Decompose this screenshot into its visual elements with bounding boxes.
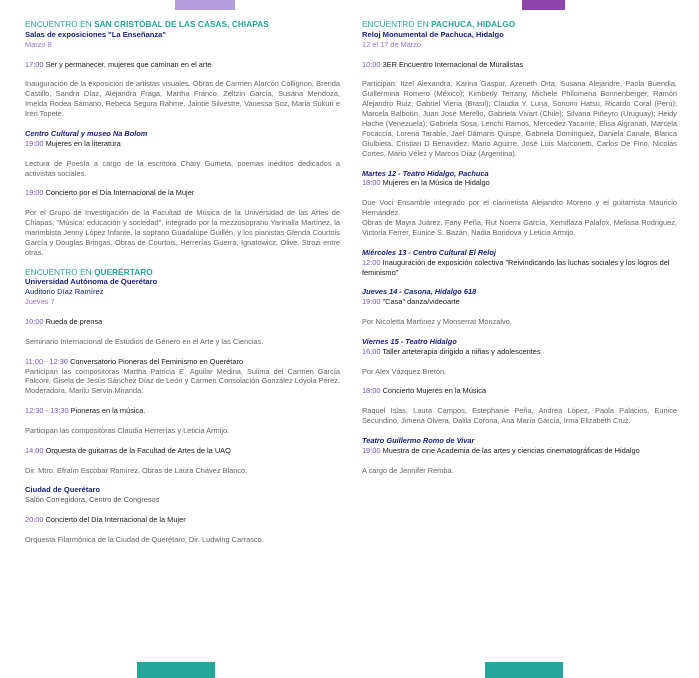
event-description: Por Nicoletta Martínez y Monserrat Monzalvo. xyxy=(362,317,512,327)
venue-subtitle: Miércoles 13 - Centro Cultural El Reloj xyxy=(362,247,496,257)
right-column xyxy=(362,20,677,475)
venue-subtitle: Viernes 15 - Teatro Hidalgo xyxy=(362,336,457,346)
venue-subtitle: Teatro Guillermo Romo de Vivar xyxy=(362,435,475,445)
event-title: 19:00 Muestra de cine Academia de las artes y ciencias cinematográficas de Hidalgo xyxy=(362,445,640,455)
event-title: 17:00 Ser y permanecer, mujeres que caminan en el arte xyxy=(25,59,212,69)
encuentro-heading-queretaro: ENCUENTRO EN QUERÉRTARO xyxy=(25,267,153,277)
event-description: Inauguración de la exposición de artistas visuales. Obras de Carmen Alarcón Collignon, Brenda Castillo, Sandra Díaz, Alejandra Fraga, Martha Franco, Zeltzin García, Susana Mendoza, Imelda Rodea Sámano, Rebeca Segura Rahme, Jaintie Silvestre, Vanessa Soz, Maria Sukuri e Ireri Topete. xyxy=(25,79,340,119)
event-description: Por el Grupo de Investigación de la Facultad de Música de la Universidad de las Artes de Chiapas, "Música: educación y sociedad", integrado por la mezzosoprano Yarinalla Martínez, la marimbista Jenny López Infante, la soprano Guadalupe Guillén, y los pianistas Glenda Courtois García y Douglas Bringas. Obras de Courtois, Herrerías Guerra, Ignatowicz, Olive, Strozi entre otras. xyxy=(25,208,340,257)
event-description: Seminario Internacional de Estudios de Género en el Arte y las Ciencias. xyxy=(25,336,264,346)
left-column xyxy=(25,20,340,545)
venue-subtitle: Jueves 14 - Casona, Hidalgo 618 xyxy=(362,287,477,297)
event-description: Dir. Mtro. Efraím Escobar Ramírez. Obras de Laura Chávez Blanco. xyxy=(25,465,248,475)
event-description: Participan las compositoras Martha Patricia E. Aguilar Medina, Sulima del Carmen García Falconi, Gisela de Jesús Sánchez Díaz de León y Carmen Consolación González Loyola Pérez. Moderadora, Marilu Servín Miranda. xyxy=(25,366,340,396)
event-title: 19:00 Mujeres en la literatura xyxy=(25,138,121,148)
event-description: Lectura de Poesía a cargo de la escritora Chary Gumeta, poemas inéditos dedicados a activistas sociales. xyxy=(25,158,340,178)
event-description: Due Voci Ensamble integrado por el clarinetista Alejandro Moreno y el guitarrista Mauricio Hernández. xyxy=(362,198,677,218)
event-date: Marzo 8 xyxy=(25,39,52,49)
venue-subtitle: Auditorio Díaz Ramírez xyxy=(25,287,104,297)
event-description: Raquel Islas, Laura Campos, Estephanie Peña, Andrea López, Paola Palacios, Eunice Secundino, Jimena Olvera, Dalila Corona, Ana María García, Irma Elizabeth Cruz. xyxy=(362,406,677,426)
venue-subtitle: Salón Corregidora, Centro de Congresos xyxy=(25,495,160,505)
venue-title: Universidad Autónoma de Querétaro xyxy=(25,277,158,287)
event-title: 16:00 Taller arteterapia dirigido a niñas y adolescentes xyxy=(362,346,541,356)
event-date: Jueves 7 xyxy=(25,297,55,307)
event-title: 12:00 Inauguración de exposición colectiva "Reivindicando las luchas sociales y los logros del feminismo" xyxy=(362,257,670,277)
event-title: 19:00 Concierto por el Día Internacional de la Mujer xyxy=(25,188,195,198)
event-title: 10:00 Rueda de prensa xyxy=(25,317,103,327)
event-title: 11:00 - 12:30 Conversatorio Pioneras del Feminismo en Querétaro xyxy=(25,356,244,366)
venue-subtitle: Centro Cultural y museo Na Bolom xyxy=(25,128,148,138)
event-description: Por Alex Vázquez Bretón. xyxy=(362,366,447,376)
venue-subtitle: Martes 12 - Teatro Hidalgo, Pachuca xyxy=(362,168,489,178)
venue-title: Reloj Monumental de Pachuca, Hidalgo xyxy=(362,29,504,39)
event-description: Participan: Itzel Alexandra, Karina Gaspar, Azeneth Orta, Susana Alejandre, Paola Buendia, Guillermina Romero (México); Kimberly Terrany, Michele Philomena Bonnenberger, Ramón Alejandro Ruiz, Gabriel Vieria (Brasil); Claudia Y. Luna, Sonomi Hatsu, Ricardo Coral (Perú); Marcela Balbotín, Juan José Merello, Gabriela Vivart (Chile); Silvana Piñeyro (Uruguay); Heidy Hache (Venezuela); Gabriela Sosa, Lenchi Ramos, Mercedez Yacante, Elisa Algranati, Marcela Focaccia, Lorena Tarable, Jael Dámaris Quispe, Gabriela Dominguez, Daniela Canale, Blanca Giulbieta, Cristian D Benavidez, Mario Aguirre, José Luis Marconetti, Carlos De Fino, Nicolás Cortes, Mario Vélez y Marcos Díaz (Argentina). xyxy=(362,79,677,158)
venue-title: Salas de exposiciones "La Enseñanza" xyxy=(25,29,166,39)
event-description: Participan las compositoras Claudia Herrerías y Leticia Armijo. xyxy=(25,425,230,435)
encuentro-heading-pachuca: ENCUENTRO EN PACHUCA, HIDALGO xyxy=(362,20,516,29)
top-right-tab xyxy=(522,0,565,10)
event-description: A cargo de Jennifer Remba. xyxy=(362,465,454,475)
event-title: 20:00 Concierto del Día Internacional de la Mujer xyxy=(25,515,186,525)
event-title: 18:00 Concierto Mujeres en la Música xyxy=(362,386,487,396)
venue-title: Ciudad de Querétaro xyxy=(25,485,101,495)
encuentro-heading-sancristobal: ENCUENTRO EN SAN CRISTÓBAL DE LAS CASAS, CHIAPAS xyxy=(25,20,269,29)
event-description: Obras de Mayra Juárez, Fany Peña, Rut Noemi García, Xemiflaza Palafox, Melissa Rodriguez, Victoria Ferrer, Eunice S. Bazán, Nadia Boridova y Leticia Armijo. xyxy=(362,218,677,237)
event-title: 19:00 "Casa" danza/videoarte xyxy=(362,297,460,307)
bottom-right-tab xyxy=(485,662,563,678)
event-date: 12 el 17 de Marzo xyxy=(362,39,422,49)
bottom-left-tab xyxy=(137,662,215,678)
event-title: 12:30 - 13:30 Pioneras en la música. xyxy=(25,406,146,416)
event-title: 10:00 3ER Encuentro Internacional de Muralistas xyxy=(362,59,524,69)
event-title: 18:00 Mujeres en la Música de Hidalgo xyxy=(362,178,490,188)
event-description: Orquesta Filarmónica de la Ciudad de Querétaro, Dir. Ludwing Carrasco. xyxy=(25,534,264,544)
top-left-tab xyxy=(175,0,235,10)
event-title: 14:00 Orquesta de guitarras de la Facultad de Artes de la UAQ xyxy=(25,445,231,455)
